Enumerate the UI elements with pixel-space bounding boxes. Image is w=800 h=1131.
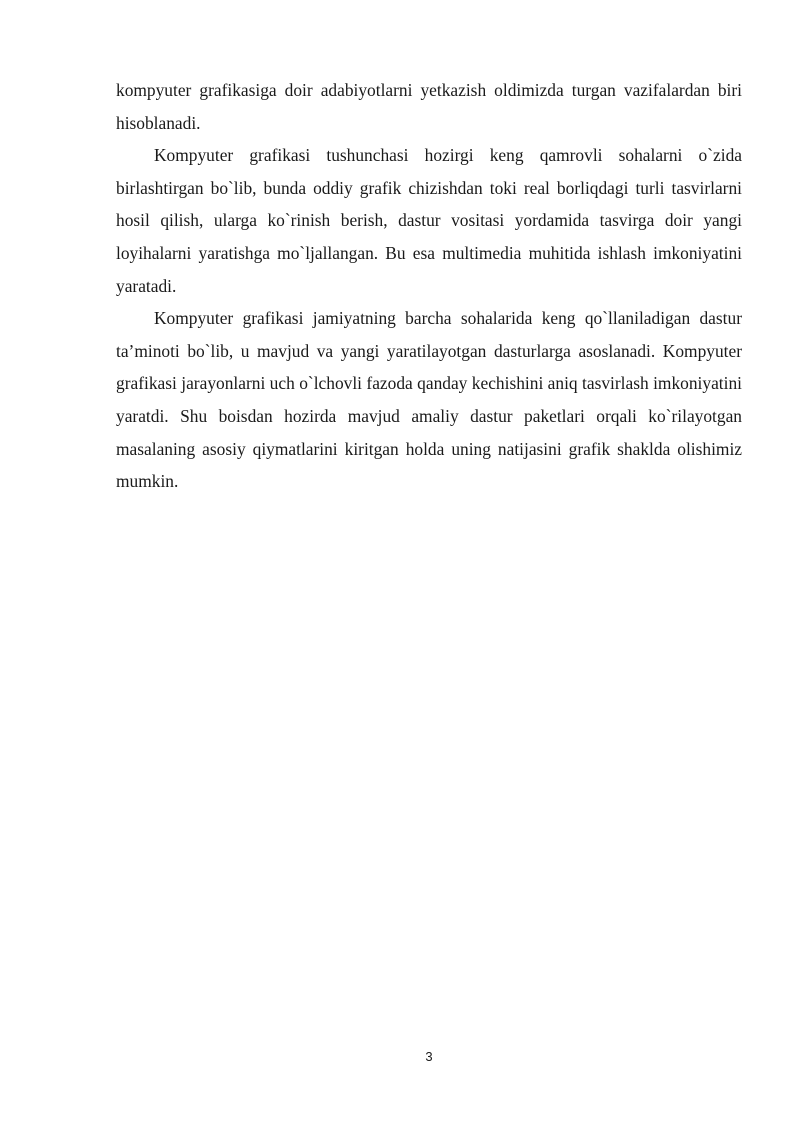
- body-text: [116, 74, 742, 498]
- paragraph-continuation: kompyuter grafikasiga doir adabiyotlarni yetkazish oldimizda turgan vazifalardan biri hisoblanadi.: [116, 80, 742, 133]
- paragraph-computer-graphics-concept: Kompyuter grafikasi tushunchasi hozirgi keng qamrovli sohalarni o`zida birlashtirgan bo`lib, bunda oddiy grafik chizishdan toki real borliqdagi turli tasvirlarni hosil qilish, ularga ko`rinish berish, dastur vositasi yordamida tasvirga doir yangi loyihalarni yaratishga mo`ljallangan. Bu esa multimedia muhitida ishlash imkoniyatini yaratadi.: [116, 145, 742, 296]
- page-number: 3: [425, 1049, 433, 1064]
- paragraph-computer-graphics-software: Kompyuter grafikasi jamiyatning barcha sohalarida keng qo`llaniladigan dastur ta’minoti bo`lib, u mavjud va yangi yaratilayotgan dasturlarga asoslanadi. Kompyuter grafikasi jarayonlarni uch o`lchovli fazoda qanday kechishini aniq tasvirlash imkoniyatini yaratdi. Shu boisdan hozirda mavjud amaliy dastur paketlari orqali ko`rilayotgan masalaning asosiy qiymatlarini kiritgan holda uning natijasini grafik shaklda olishimiz mumkin.: [116, 308, 742, 492]
